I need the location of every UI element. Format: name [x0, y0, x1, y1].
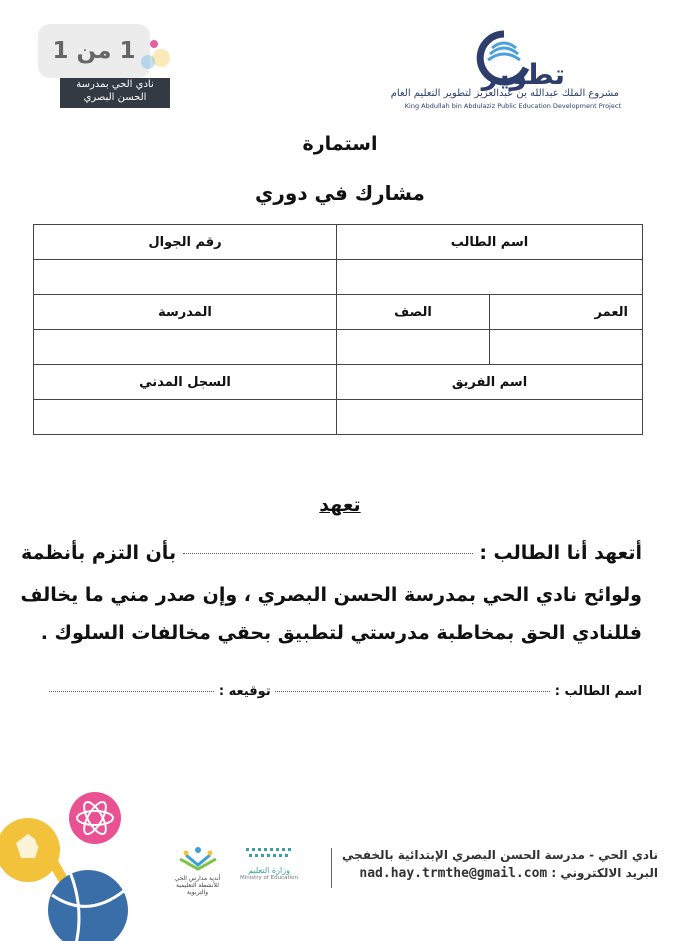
- student-name-field[interactable]: [337, 260, 643, 295]
- club-logo-line1: نادي الحي بمدرسة: [76, 79, 154, 90]
- table-row: [34, 295, 643, 330]
- sports-balls-decoration-icon: [0, 790, 140, 941]
- student-name-label: اسم الطالب: [337, 225, 643, 260]
- team-name-field[interactable]: [337, 400, 643, 435]
- table-row: [34, 260, 643, 295]
- school-field[interactable]: [34, 330, 337, 365]
- pledge-line1-start: أتعهد أنا الطالب :: [479, 542, 642, 564]
- pledge-line2: ولوائح نادي الحي بمدرسة الحسن البصري ، وإن صدر مني ما يخالف: [20, 584, 642, 606]
- table-row: [34, 225, 643, 260]
- mobile-label: رقم الجوال: [34, 225, 337, 260]
- club-logo-icon: [58, 38, 173, 80]
- grade-label: الصف: [337, 295, 490, 330]
- footer-divider: [331, 848, 332, 888]
- form-title: استمارة: [302, 133, 378, 155]
- assoc-line1: أندية مدارس الحي: [174, 875, 221, 882]
- club-logo: [58, 38, 173, 110]
- grade-field[interactable]: [337, 330, 490, 365]
- footer-email-label: البريد الالكتروني :: [551, 866, 658, 880]
- page-current: 1: [119, 38, 136, 64]
- civil-record-label: السجل المدني: [34, 365, 337, 400]
- team-name-label: اسم الفريق: [337, 365, 643, 400]
- moe-english: Ministry of Education: [239, 875, 298, 881]
- signature-line: [37, 684, 642, 699]
- ministry-emblem-icon: [244, 846, 294, 862]
- pledge-line3: فللنادي الحق بمخاطبة مدرستي لتطبيق بحقي مخالفات السلوك .: [40, 622, 642, 644]
- neighborhood-clubs-icon: [176, 845, 220, 871]
- civil-record-field[interactable]: [34, 400, 337, 435]
- table-row: [34, 330, 643, 365]
- table-row: [34, 400, 643, 435]
- page-sep: من: [76, 38, 112, 64]
- footer-email-line: [342, 864, 658, 883]
- form-subtitle: مشارك في دوري: [255, 181, 425, 205]
- pledge-line1-end: بأن التزم بأنظمة: [21, 542, 177, 564]
- tatweer-arabic: مشروع الملك عبدالله بن عبدالعزيز لتطوير التعليم العام: [390, 88, 619, 99]
- assoc-line2: للأنشطة التعليمية والتربوية: [176, 882, 219, 896]
- footer-email[interactable]: nad.hay.trmthe@gmail.com: [359, 866, 548, 881]
- sign-label: توقيعه :: [218, 684, 271, 699]
- tatweer-logo: [390, 30, 627, 115]
- sign-dotted-line[interactable]: [49, 691, 214, 692]
- age-field[interactable]: [490, 330, 643, 365]
- age-label: العمر: [490, 295, 643, 330]
- student-name-dotted-line[interactable]: [275, 691, 550, 692]
- participant-form-table: [33, 224, 643, 435]
- tatweer-word: تطوير: [481, 58, 565, 91]
- page-total: 1: [52, 38, 69, 64]
- mobile-field[interactable]: [34, 260, 337, 295]
- neighborhood-clubs-logo: [170, 845, 225, 896]
- pledge-name-dotted-line[interactable]: [183, 553, 473, 554]
- club-logo-badge: [60, 78, 170, 108]
- pledge-heading: تعهد: [319, 494, 361, 516]
- tatweer-english: King Abdullah bin Abdulaziz Public Education Development Project: [404, 102, 621, 110]
- club-logo-line2: الحسن البصري: [83, 92, 147, 103]
- footer-address: نادي الحي - مدرسة الحسن البصري الإبتدائية بالخفجي: [341, 848, 658, 862]
- ministry-of-education-logo: [235, 846, 303, 881]
- student-name-sign-label: اسم الطالب :: [554, 684, 642, 699]
- table-row: [34, 365, 643, 400]
- school-label: المدرسة: [34, 295, 337, 330]
- pledge-line1: [21, 542, 642, 564]
- footer-contact: [342, 846, 658, 883]
- moe-arabic: وزارة التعليم: [248, 866, 290, 875]
